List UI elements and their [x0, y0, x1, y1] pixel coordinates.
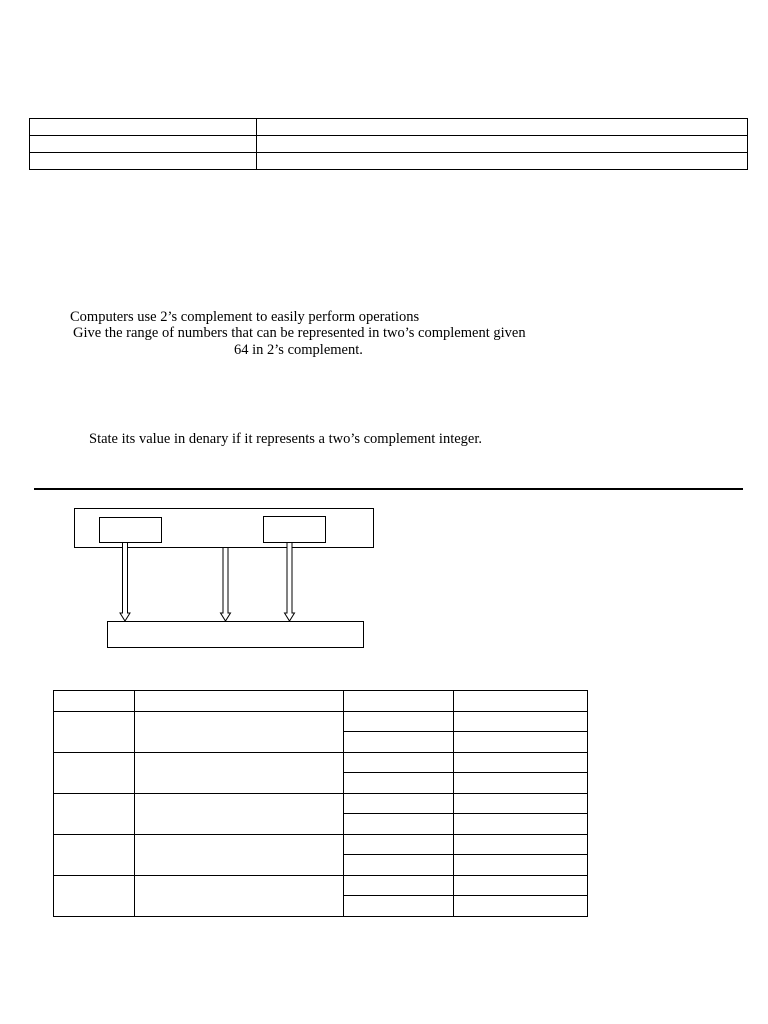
bottom-blank-table	[53, 690, 588, 917]
table-cell	[135, 875, 344, 916]
table-row	[54, 793, 588, 814]
text-line-denary-question: State its value in denary if it represents a two’s complement integer.	[89, 431, 483, 447]
table-cell	[135, 793, 344, 834]
table-cell	[454, 896, 588, 917]
down-arrow-left	[120, 543, 130, 621]
table-row	[30, 119, 748, 136]
top-blank-table	[29, 118, 748, 170]
table-row	[30, 153, 748, 170]
text-line-twos-complement-operations: Computers use 2’s complement to easily perform operations	[70, 309, 420, 325]
table-cell	[54, 793, 135, 834]
table-cell	[135, 691, 344, 712]
table-cell	[344, 732, 454, 753]
down-arrow-middle	[221, 548, 231, 621]
diagram-lower-box	[108, 622, 364, 648]
table-cell	[344, 855, 454, 876]
table-cell	[454, 732, 588, 753]
table-cell	[454, 814, 588, 835]
table-cell	[257, 153, 748, 170]
table-cell	[54, 691, 135, 712]
table-cell	[135, 752, 344, 793]
table-row	[54, 752, 588, 773]
table-cell	[54, 834, 135, 875]
table-header-row	[54, 691, 588, 712]
table-cell	[344, 814, 454, 835]
table-cell	[54, 711, 135, 752]
block-diagram	[60, 500, 380, 652]
diagram-right-inner-box	[264, 517, 326, 543]
table-cell	[454, 752, 588, 773]
table-cell	[454, 875, 588, 896]
table-cell	[344, 875, 454, 896]
text-line-64-twos-complement: 64 in 2’s complement.	[234, 342, 363, 358]
table-cell	[344, 834, 454, 855]
diagram-upper-box	[75, 509, 374, 548]
table-cell	[135, 834, 344, 875]
table-cell	[54, 875, 135, 916]
table-cell	[135, 711, 344, 752]
text-line-range-question: Give the range of numbers that can be represented in two’s complement given	[73, 325, 526, 341]
diagram-left-inner-box	[100, 518, 162, 543]
table-cell	[344, 691, 454, 712]
table-row	[54, 834, 588, 855]
table-cell	[454, 691, 588, 712]
table-cell	[344, 711, 454, 732]
table-cell	[54, 752, 135, 793]
table-cell	[257, 136, 748, 153]
down-arrow-right	[285, 543, 295, 621]
table-cell	[454, 793, 588, 814]
table-row	[30, 136, 748, 153]
table-cell	[344, 793, 454, 814]
table-cell	[454, 855, 588, 876]
table-row	[54, 875, 588, 896]
diagram-arrows	[120, 543, 295, 621]
table-cell	[30, 119, 257, 136]
table-cell	[454, 773, 588, 794]
table-cell	[344, 773, 454, 794]
section-divider	[34, 488, 743, 490]
table-cell	[454, 711, 588, 732]
table-cell	[454, 834, 588, 855]
table-cell	[30, 153, 257, 170]
table-cell	[344, 896, 454, 917]
table-row	[54, 711, 588, 732]
table-cell	[257, 119, 748, 136]
table-cell	[30, 136, 257, 153]
table-cell	[344, 752, 454, 773]
